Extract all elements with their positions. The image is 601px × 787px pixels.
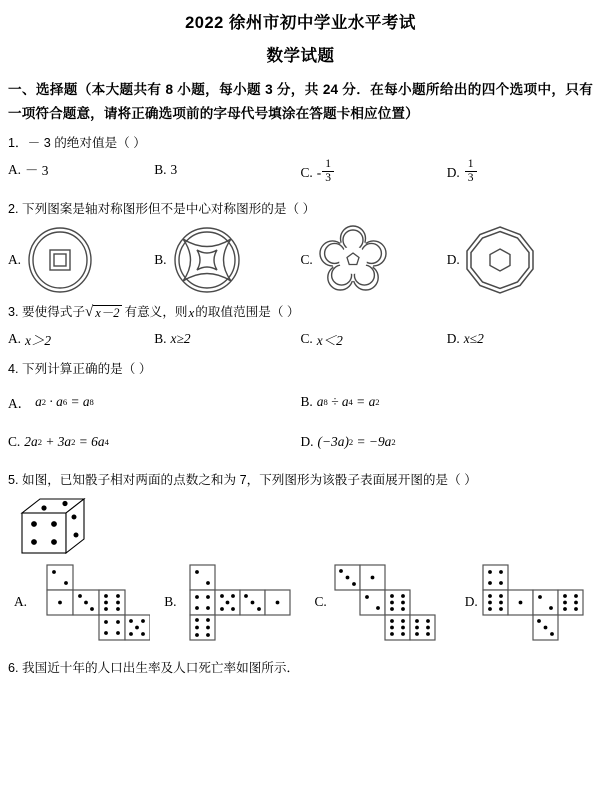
option-3-b[interactable]	[154, 329, 300, 349]
option-value: 2 a 2 + 3 a 2 = 6 a 4	[24, 434, 109, 450]
dice-net-a	[30, 563, 150, 641]
option-letter: B.	[154, 161, 167, 177]
question-5-stem: 5. 如图，已知骰子相对两面的点数之和为 7，下列图形为该骰子表面展开图的是（ ）	[8, 473, 477, 488]
question-4-options-row-2	[8, 429, 593, 455]
question-3-stem-post: 有意义，则	[124, 305, 188, 320]
option-letter: D.	[446, 164, 460, 180]
option-2-b[interactable]	[154, 223, 300, 297]
question-3-stem	[8, 303, 593, 323]
denominator: 3	[322, 171, 334, 185]
option-1-d[interactable]	[446, 157, 593, 186]
option-letter: D.	[300, 434, 314, 450]
question-1-options	[8, 157, 593, 186]
option-value: a 8 ÷ a 4 = a 2	[316, 394, 380, 410]
option-value: 3	[170, 161, 178, 177]
option-letter: B.	[154, 331, 167, 347]
option-1-c[interactable]	[300, 157, 447, 186]
question-5-options	[0, 563, 601, 641]
option-3-a[interactable]	[8, 329, 154, 349]
question-3-stem-pre: 3. 要使得式子	[8, 305, 85, 320]
option-3-d[interactable]	[447, 329, 593, 349]
question-1-stem: 1．－ 3 的绝对值是（ ）	[8, 135, 146, 150]
dice-net-b	[180, 563, 300, 641]
option-letter: C.	[314, 594, 327, 609]
option-value: a 2 · a 6 = a 8	[35, 394, 94, 410]
question-6-stem: 6. 我国近十年的人口出生率及人口死亡率如图所示．	[8, 661, 300, 675]
option-value: － 3	[25, 163, 49, 179]
option-letter: A.	[14, 594, 28, 609]
option-5-b[interactable]	[150, 563, 300, 641]
numerator: 1	[325, 157, 331, 170]
option-5-a[interactable]	[0, 563, 150, 641]
option-letter: A．	[8, 395, 32, 411]
option-letter: A.	[8, 251, 22, 267]
option-1-b[interactable]	[154, 160, 300, 180]
question-4-stem: 4. 下列计算正确的是（ ）	[8, 362, 152, 377]
option-letter: C.	[300, 164, 313, 180]
question-2-stem: 2. 下列图案是轴对称图形但不是中心对称图形的是（ ）	[8, 201, 316, 216]
question-3-stem-tail: 的取值范围是（ ）	[195, 305, 300, 320]
section-instructions: 一、选择题（本大题共有 8 小题，每小题 3 分，共 24 分．在每小题所给出的四个选项中，只有一项符合题意，请将正确选项前的字母代号填涂在答题卡相应位置）	[8, 82, 593, 121]
option-5-d[interactable]	[451, 563, 601, 641]
denominator: 3	[465, 171, 477, 185]
dice-net-d	[481, 563, 599, 641]
option-5-c[interactable]	[301, 563, 451, 641]
die-3d-figure	[18, 495, 601, 557]
option-value: x≤2	[463, 331, 484, 347]
fraction-one-third	[322, 159, 334, 185]
numerator: 1	[467, 157, 474, 170]
question-3-options	[8, 329, 593, 349]
option-letter: B.	[154, 251, 167, 267]
square-root-expression	[85, 305, 122, 322]
option-2-d[interactable]	[447, 223, 593, 297]
option-value: x＜2	[316, 332, 343, 348]
flower-pentagon-icon	[316, 223, 390, 297]
option-2-c[interactable]	[301, 223, 447, 297]
radical-sign: √	[84, 304, 94, 321]
option-letter: A.	[8, 331, 22, 347]
option-letter: D.	[446, 331, 460, 347]
coin-circle-square-icon	[24, 224, 96, 296]
minus-sign: -	[316, 164, 322, 180]
option-4-b[interactable]	[301, 389, 594, 415]
option-2-a[interactable]	[8, 223, 154, 297]
question-3-variable: x	[188, 304, 195, 320]
option-letter: B.	[164, 594, 177, 609]
option-value: x＞2	[25, 332, 52, 348]
circle-four-point-star-icon	[170, 223, 244, 297]
radicand: x－2	[95, 306, 120, 321]
option-letter: D.	[446, 251, 460, 267]
option-3-c[interactable]	[301, 329, 447, 349]
option-value: (−3 a ) 2 = −9 a 2	[317, 434, 396, 450]
option-letter: C.	[300, 251, 313, 267]
subject-title: 数学试题	[266, 47, 335, 66]
option-letter: B.	[300, 394, 313, 410]
exam-paper-page	[0, 12, 601, 787]
option-4-d[interactable]	[301, 429, 594, 455]
option-letter: C.	[300, 331, 313, 347]
option-letter: A.	[8, 161, 22, 177]
option-4-c[interactable]	[8, 429, 301, 455]
option-value: x≥2	[170, 331, 191, 347]
question-2-options	[8, 223, 593, 297]
dice-net-c	[330, 563, 450, 641]
option-letter: C.	[8, 434, 21, 450]
option-4-a[interactable]	[8, 389, 301, 415]
option-letter: D.	[464, 594, 478, 609]
option-1-a[interactable]	[8, 160, 154, 180]
fraction-one-third	[465, 159, 477, 185]
page-title: 2022 徐州市初中学业水平考试	[185, 14, 416, 32]
question-4-options-row-1	[8, 389, 593, 415]
decagon-hexagon-icon	[463, 223, 537, 297]
